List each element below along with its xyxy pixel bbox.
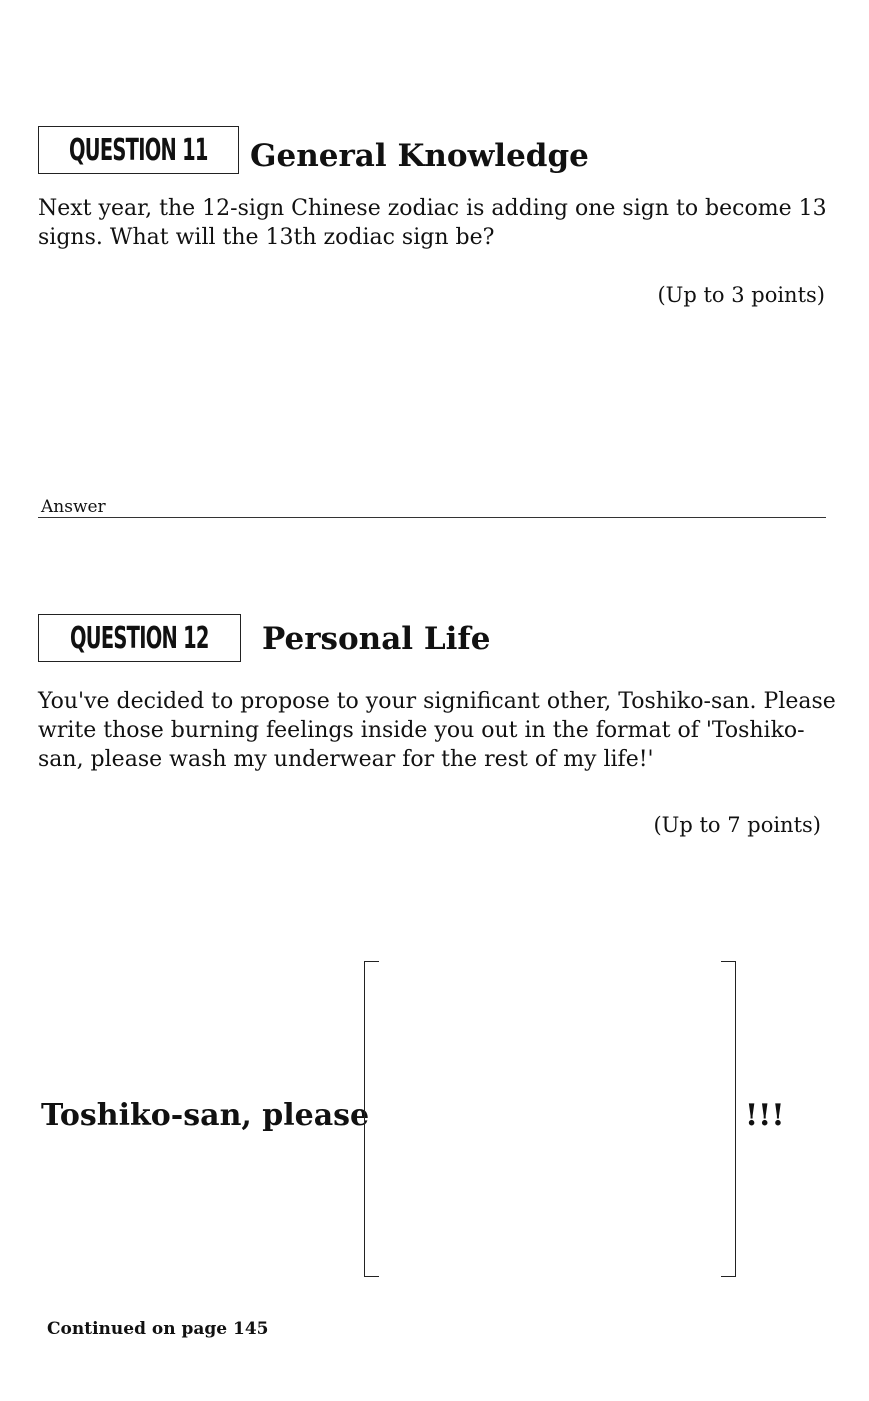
- question-11-text: Next year, the 12-sign Chinese zodiac is adding one sign to become 13 signs. What will the 13th zodiac sign be?: [38, 196, 827, 250]
- proposal-prefix: Toshiko-san, please: [41, 1098, 370, 1133]
- question-12-label-box: [38, 614, 241, 662]
- question-12-points: (Up to 7 points): [653, 813, 821, 837]
- continued-note: Continued on page 145: [47, 1319, 269, 1339]
- question-12-title: Personal Life: [262, 621, 491, 657]
- answer-label: Answer: [41, 497, 106, 517]
- question-11-points: (Up to 3 points): [657, 283, 825, 307]
- answer-bracket-left: [364, 961, 379, 1277]
- question-11-label-box: [38, 126, 239, 174]
- question-12-text: You've decided to propose to your significant other, Toshiko-san. Please write those burning feelings inside you out in the format of 'Toshiko-san, please wash my underwear for the rest of my life!': [38, 689, 836, 772]
- proposal-answer-area[interactable]: [380, 965, 720, 1271]
- answer-bracket-right: [721, 961, 736, 1277]
- question-12-number: QUESTION 12: [70, 620, 209, 656]
- question-11-title: General Knowledge: [250, 138, 589, 174]
- question-11-number: QUESTION 11: [69, 132, 208, 168]
- answer-line[interactable]: [38, 517, 826, 518]
- proposal-suffix: !!!: [745, 1098, 785, 1133]
